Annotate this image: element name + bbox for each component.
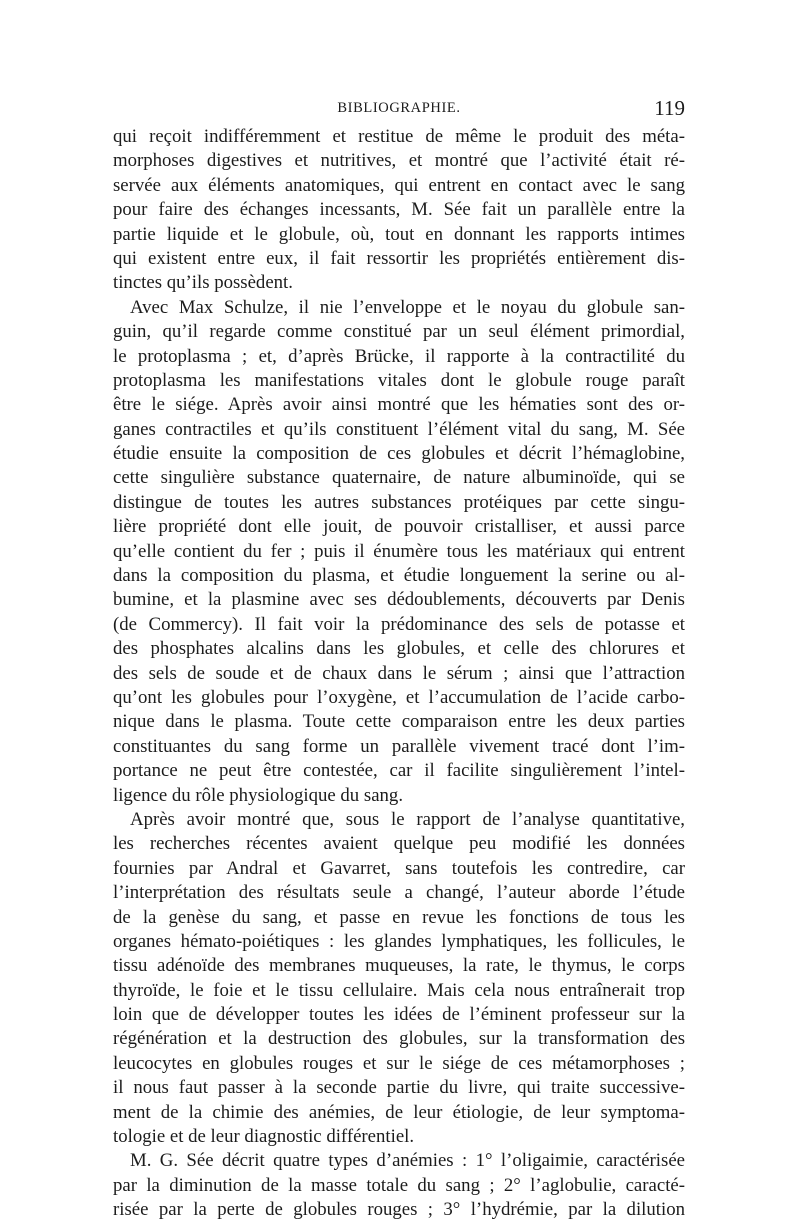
text-line: qu’elle contient du fer ; puis il énumère tous les matériaux qui entrent (113, 540, 685, 562)
text-line: tissu adénoïde des membranes muqueuses, la rate, le thymus, le corps (113, 955, 685, 977)
text-line: bumine, et la plasmine avec ses dédoublements, découverts par Denis (113, 589, 685, 611)
text-line: thyroïde, le foie et le tissu cellulaire. Mais cela nous entraînerait trop (113, 979, 685, 1001)
text-line: des sels de soude et de chaux dans le sérum ; ainsi que l’attraction (113, 662, 685, 684)
text-line: leucocytes en globules rouges et sur le siége de ces métamorphoses ; (113, 1052, 685, 1074)
text-line: morphoses digestives et nutritives, et montré que l’activité était ré- (113, 150, 685, 172)
text-line: Avec Max Schulze, il nie l’enveloppe et le noyau du globule san- (130, 296, 685, 318)
text-line: qu’ont les globules pour l’oxygène, et l’accumulation de l’acide carbo- (113, 686, 685, 708)
text-line: de la genèse du sang, et passe en revue les fonctions de tous les (113, 906, 685, 928)
text-line: il nous faut passer à la seconde partie du livre, qui traite successive- (113, 1077, 685, 1099)
text-line: par la diminution de la masse totale du sang ; 2° l’aglobulie, caracté- (113, 1174, 685, 1196)
text-line: tologie et de leur diagnostic différentiel. (113, 1126, 415, 1148)
text-line: l’interprétation des résultats seule a changé, l’auteur aborde l’étude (113, 882, 685, 904)
text-line: pour faire des échanges incessants, M. Sée fait un parallèle entre la (113, 199, 685, 221)
text-line: ganes contractiles et qu’ils constituent l’élément vital du sang, M. Sée (113, 418, 685, 440)
text-line: constituantes du sang forme un parallèle vivement tracé dont l’im- (113, 735, 685, 757)
text-line: portance ne peut être contestée, car il facilite singulièrement l’intel- (113, 760, 685, 782)
body-text (113, 125, 685, 1223)
running-title: BIBLIOGRAPHIE. (337, 100, 461, 116)
text-line: cette singulière substance quaternaire, de nature albuminoïde, qui se (113, 467, 685, 489)
text-line: ligence du rôle physiologique du sang. (113, 784, 404, 806)
text-line: M. G. Sée décrit quatre types d’anémies : 1° l’oligaimie, caractérisée (130, 1150, 685, 1172)
text-line: étudie ensuite la composition de ces globules et décrit l’hémaglobine, (113, 443, 685, 465)
text-line: ment de la chimie des anémies, de leur étiologie, de leur symptoma- (113, 1101, 685, 1123)
text-line: partie liquide et le globule, où, tout en donnant les rapports intimes (113, 223, 685, 245)
text-line: (de Commercy). Il fait voir la prédominance des sels de potasse et (113, 613, 685, 635)
text-line: fournies par Andral et Gavarret, sans toutefois les contredire, car (113, 857, 685, 879)
text-line: qui reçoit indifféremment et restitue de même le produit des méta- (113, 126, 685, 147)
paragraph (113, 808, 685, 1149)
text-line: guin, qu’il regarde comme constitué par un seul élément primordial, (113, 321, 685, 343)
text-line: protoplasma les manifestations vitales dont le globule rouge paraît (113, 369, 685, 391)
paragraph (113, 296, 685, 808)
running-head (113, 96, 685, 122)
text-line: être le siége. Après avoir ainsi montré que les hématies sont des or- (113, 394, 685, 416)
text-line: risée par la perte de globules rouges ; 3° l’hydrémie, par la dilution (113, 1199, 685, 1221)
text-line: organes hémato-poiétiques : les glandes lymphatiques, les follicules, le (113, 930, 685, 952)
text-line: tinctes qu’ils possèdent. (113, 272, 293, 294)
text-line: loin que de développer toutes les idées de l’éminent professeur sur la (113, 1004, 685, 1026)
page-number: 119 (654, 96, 685, 120)
text-line: nique dans le plasma. Toute cette comparaison entre les deux parties (113, 711, 685, 733)
text-line: des phosphates alcalins dans les globules, et celle des chlorures et (113, 638, 685, 660)
text-line: qui existent entre eux, il fait ressortir les propriétés entièrement dis- (113, 247, 685, 269)
text-line: dans la composition du plasma, et étudie longuement la serine ou al- (113, 565, 685, 587)
text-line: lière propriété dont elle jouit, de pouvoir cristalliser, et aussi parce (113, 516, 685, 538)
text-line: distingue de toutes les autres substances protéiques par cette singu- (113, 491, 685, 513)
paragraph (113, 125, 685, 296)
text-line: servée aux éléments anatomiques, qui entrent en contact avec le sang (113, 174, 685, 196)
text-line: les recherches récentes avaient quelque peu modifié les données (113, 833, 685, 855)
text-line: régénération et la destruction des globules, sur la transformation des (113, 1028, 685, 1050)
text-line: Après avoir montré que, sous le rapport de l’analyse quantitative, (130, 808, 685, 830)
text-line: le protoplasma ; et, d’après Brücke, il rapporte à la contractilité du (113, 345, 685, 367)
paragraph (113, 1149, 685, 1222)
